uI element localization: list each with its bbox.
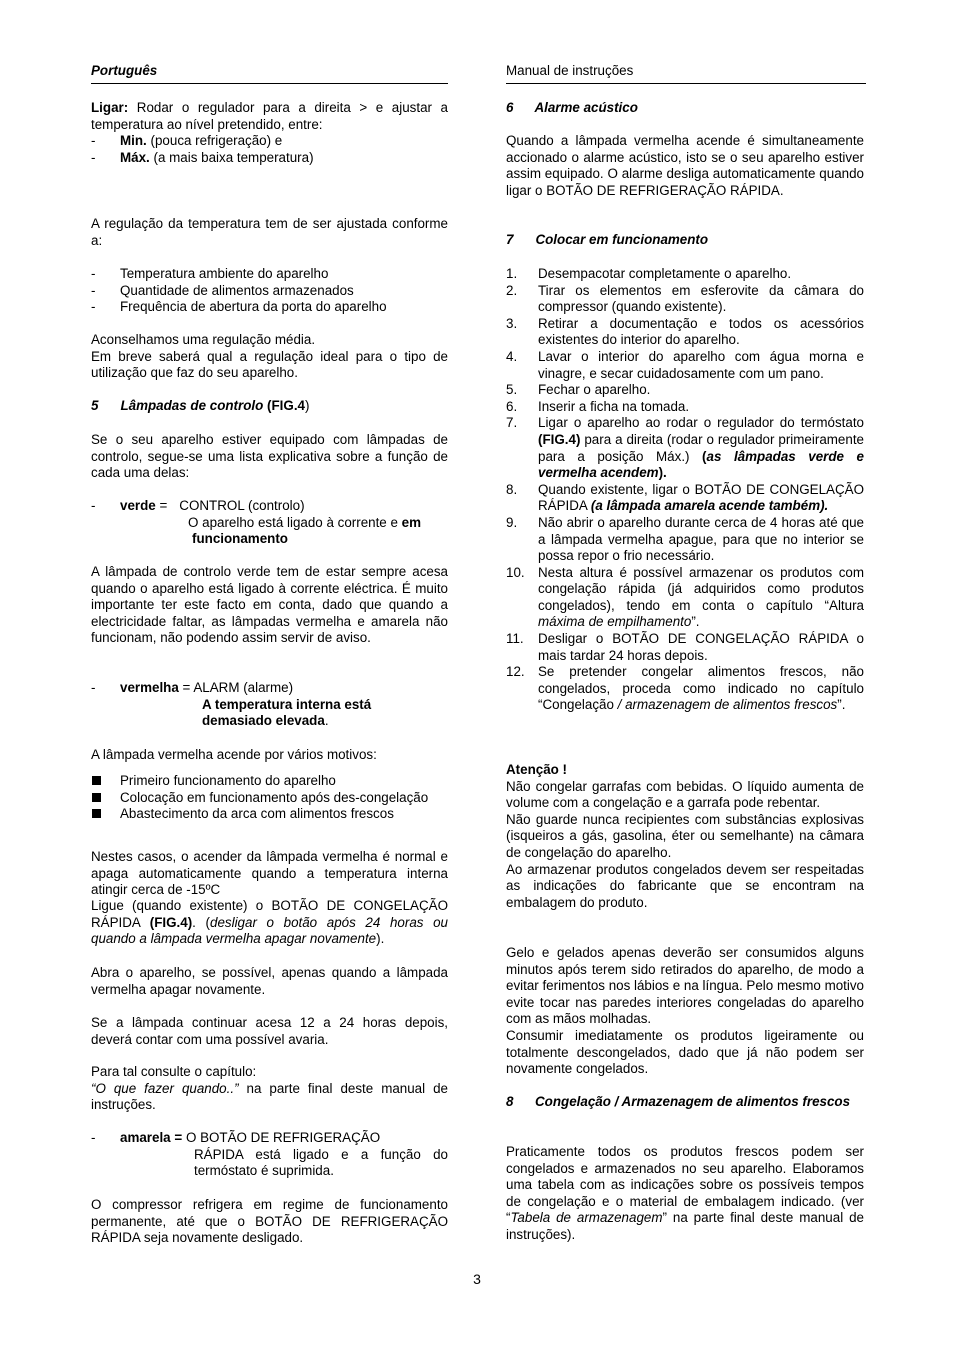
verde-desc: O aparelho está ligado à corrente e em [188,514,422,530]
list-item: 4. Lavar o interior do aparelho com água morna e vinagre, e secar cuidadosamente com um pano. [506,348,864,381]
section-7-title: Colocar em funcionamento [535,232,709,247]
list-item: 2. Tirar os elementos em esferovite da câmara do compressor (quando existente). [506,282,864,315]
advice-line-2: Em breve saberá qual a regulação ideal para o tipo de utilização que faz do seu aparelho. [91,348,448,381]
abra-paragraph: Abra o aparelho, se possível, apenas quando a lâmpada vermelha apagar novamente. [91,965,448,997]
section-6-title: Alarme acústico [534,100,638,115]
list-item: 1. Desempacotar completamente o aparelho. [506,266,792,281]
verde-value: CONTROL (controlo) [179,498,305,513]
section-5-title: Lâmpadas de controlo [120,398,264,413]
motivos-list [91,773,448,823]
vermelha-desc-2: demasiado elevada. [202,713,329,729]
max-text: (a mais baixa temperatura) [153,149,314,165]
min-max-list [91,133,448,166]
list-item: 12. Se pretender congelar alimentos frescos, não congelados, proceda como indicado no capítulo “Congelação / armazenagem de alimentos frescos”. [506,664,864,713]
regulation-list [91,266,448,316]
list-item: 6. Inserir a ficha na tomada. [506,398,690,414]
section-5-heading: 5 Lâmpadas de controlo (FIG.4) [91,398,310,413]
advice-paragraph [91,332,448,382]
vermelha-value: ALARM (alarme) [193,680,294,695]
vermelha-entry: - vermelha = ALARM (alarme) A temperatura interna está demasiado elevada. [91,680,448,730]
motivos-intro: A lâmpada vermelha acende por vários motivos: [91,747,377,762]
list-item: - Frequência de abertura da porta do aparelho [91,299,387,315]
amarela-entry: - amarela = O BOTÃO DE REFRIGERAÇÃO RÁPIDA está ligado e a função do termóstato é suprimida. [91,1130,448,1179]
list-item: - Temperatura ambiente do aparelho [91,266,329,281]
section-7-list [506,266,864,714]
section-8-title: Congelação / Armazenagem de alimentos frescos [535,1094,851,1109]
section-7-heading: 7 Colocar em funcionamento [506,232,709,247]
regulation-intro: A regulação da temperatura tem de ser ajustada conforme a: [91,216,448,248]
verde-desc-bold: funcionamento [192,531,288,547]
section-8-text: Praticamente todos os produtos frescos podem ser congelados e armazenados no seu aparelho. Elaboramos uma tabela com as indicações sobre os possíveis tempos de congelação e o material de embalagem indicado. (ver “Tabela de armazenagem” na parte final deste manual de instruções). [506,1144,864,1242]
header-manual-title: Manual de instruções [506,63,866,84]
list-item: 11. Desligar o BOTÃO DE CONGELAÇÃO RÁPIDA o mais tardar 24 horas depois. [506,631,864,663]
vermelha-label: vermelha [120,680,179,695]
min-label: Min. [120,133,147,148]
section-8-heading: 8 Congelação / Armazenagem de alimentos frescos [506,1094,851,1109]
section-6-text: Quando a lâmpada vermelha acende é simultaneamente accionado o alarme acústico, isto se o seu aparelho estiver assim equipado. O alarme desliga automaticamente quando ligar o BOTÃO DE REFRIGERAÇÃO RÁPIDA. [506,133,864,198]
compressor-paragraph: O compressor refrigera em regime de funcionamento permanente, até que o BOTÃO DE REFRIGERAÇÃO RÁPIDA seja novamente desligado. [91,1197,448,1246]
list-item: - Quantidade de alimentos armazenados [91,282,354,298]
attention-block: Atenção ! Não congelar garrafas com bebidas. O líquido aumenta de volume com a congelação e a garrafa pode rebentar. Não guarde nunca recipientes com substâncias explosivas (isqueiros a gás, gasolina, éter ou semelhante) na câmara de congelação do aparelho. Ao armazenar produtos congelados devem ser respeitadas as indicações do fabricante que se encontram na embalagem do produto. [506,762,864,910]
list-item: 8. Quando existente, ligar o BOTÃO DE CONGELAÇÃO RÁPIDA (a lâmpada amarela acende também). [506,481,864,514]
verde-paragraph: A lâmpada de controlo verde tem de estar sempre acesa quando o aparelho está ligado à corrente eléctrica. É muito importante ter este facto em conta, dado que quando a electricidade faltar, as lâmpadas vermelha e amarela não funcionam, não podendo assim servir de aviso. [91,564,448,646]
max-label: Máx. [120,149,150,165]
list-item: Colocação em funcionamento após des-congelação [91,790,448,807]
ligue-paragraph: Ligue (quando existente) o BOTÃO DE CONGELAÇÃO RÁPIDA (FIG.4). (desligar o botão após 24 horas ou quando a lâmpada vermelha apagar novamente). [91,898,448,947]
gelo-block: Gelo e gelados apenas deverão ser consumidos alguns minutos após terem sido retirados do aparelho, de modo a evitar ferimentos nos lábios e na língua. Pelo mesmo motivo evite tocar nas paredes interiores congeladas do aparelho com as mãos molhadas. Consumir imediatamente os produtos ligeiramente ou totalmente descongelados, dado que já não podem ser novamente congelados. [506,945,865,1077]
amarela-desc: RÁPIDA está ligado e a função do termóstato é suprimida. [194,1146,448,1179]
list-item: Abastecimento da arca com alimentos frescos [91,806,448,823]
list-item: 7. Ligar o aparelho ao rodar o regulador do termóstato (FIG.4) para a direita (rodar o regulador primeiramente para a posição Máx.) (as lâmpadas verde e vermelha acendem). [506,415,864,481]
list-item: - Máx. (a mais baixa temperatura) [91,149,314,165]
list-item: Primeiro funcionamento do aparelho [91,773,448,790]
continuar-paragraph: Se a lâmpada continuar acesa 12 a 24 horas depois, deverá contar com uma possível avaria. [91,1015,448,1047]
list-item: 9. Não abrir o aparelho durante cerca de 4 horas até que a lâmpada vermelha apague, para que no interior se possa repor o frio necessário. [506,514,864,564]
list-item: 10. Nesta altura é possível armazenar os produtos com congelação rápida (já adquiridos como produtos congelados), tendo em conta o capítulo “Altura máxima de empilhamento”. [506,564,864,630]
advice-line-1: Aconselhamos uma regulação média. [91,332,316,347]
header-language: Português [91,63,448,84]
ligar-text: Rodar o regulador para a direita > e ajustar a temperatura ao nível pretendido, entre: [91,100,448,132]
consulte-paragraph: Para tal consulte o capítulo: “O que fazer quando..” na parte final deste manual de instruções. [91,1064,448,1113]
ligar-paragraph [91,100,448,133]
vermelha-desc-1: A temperatura interna está [202,696,372,712]
amarela-value: O BOTÃO DE REFRIGERAÇÃO [185,1130,381,1145]
attention-title: Atenção ! [506,762,568,777]
verde-entry: - verde = CONTROL (controlo) O aparelho está ligado à corrente e em funcionamento [91,498,448,548]
list-item: 3. Retirar a documentação e todos os acessórios existentes do interior do aparelho. [506,315,864,348]
list-item: 5. Fechar o aparelho. [506,382,651,398]
ligar-label: Ligar: [91,100,129,115]
list-item: - Min. (pouca refrigeração) e [91,133,283,148]
section-6-heading: 6 Alarme acústico [506,100,638,115]
page-number: 3 [473,1271,481,1287]
section-5-intro: Se o seu aparelho estiver equipado com lâmpadas de controlo, segue-se uma lista explicativa sobre a função de cada uma delas: [91,432,448,481]
amarela-label: amarela [120,1130,171,1145]
min-text: (pouca refrigeração) e [150,133,283,148]
square-bullet-icon [92,793,101,802]
casos-paragraph: Nestes casos, o acender da lâmpada vermelha é normal e apaga automaticamente quando a temperatura interna atingir cerca de -15ºC [91,849,448,898]
square-bullet-icon [92,776,101,785]
verde-label: verde [120,498,156,513]
square-bullet-icon [92,809,101,818]
